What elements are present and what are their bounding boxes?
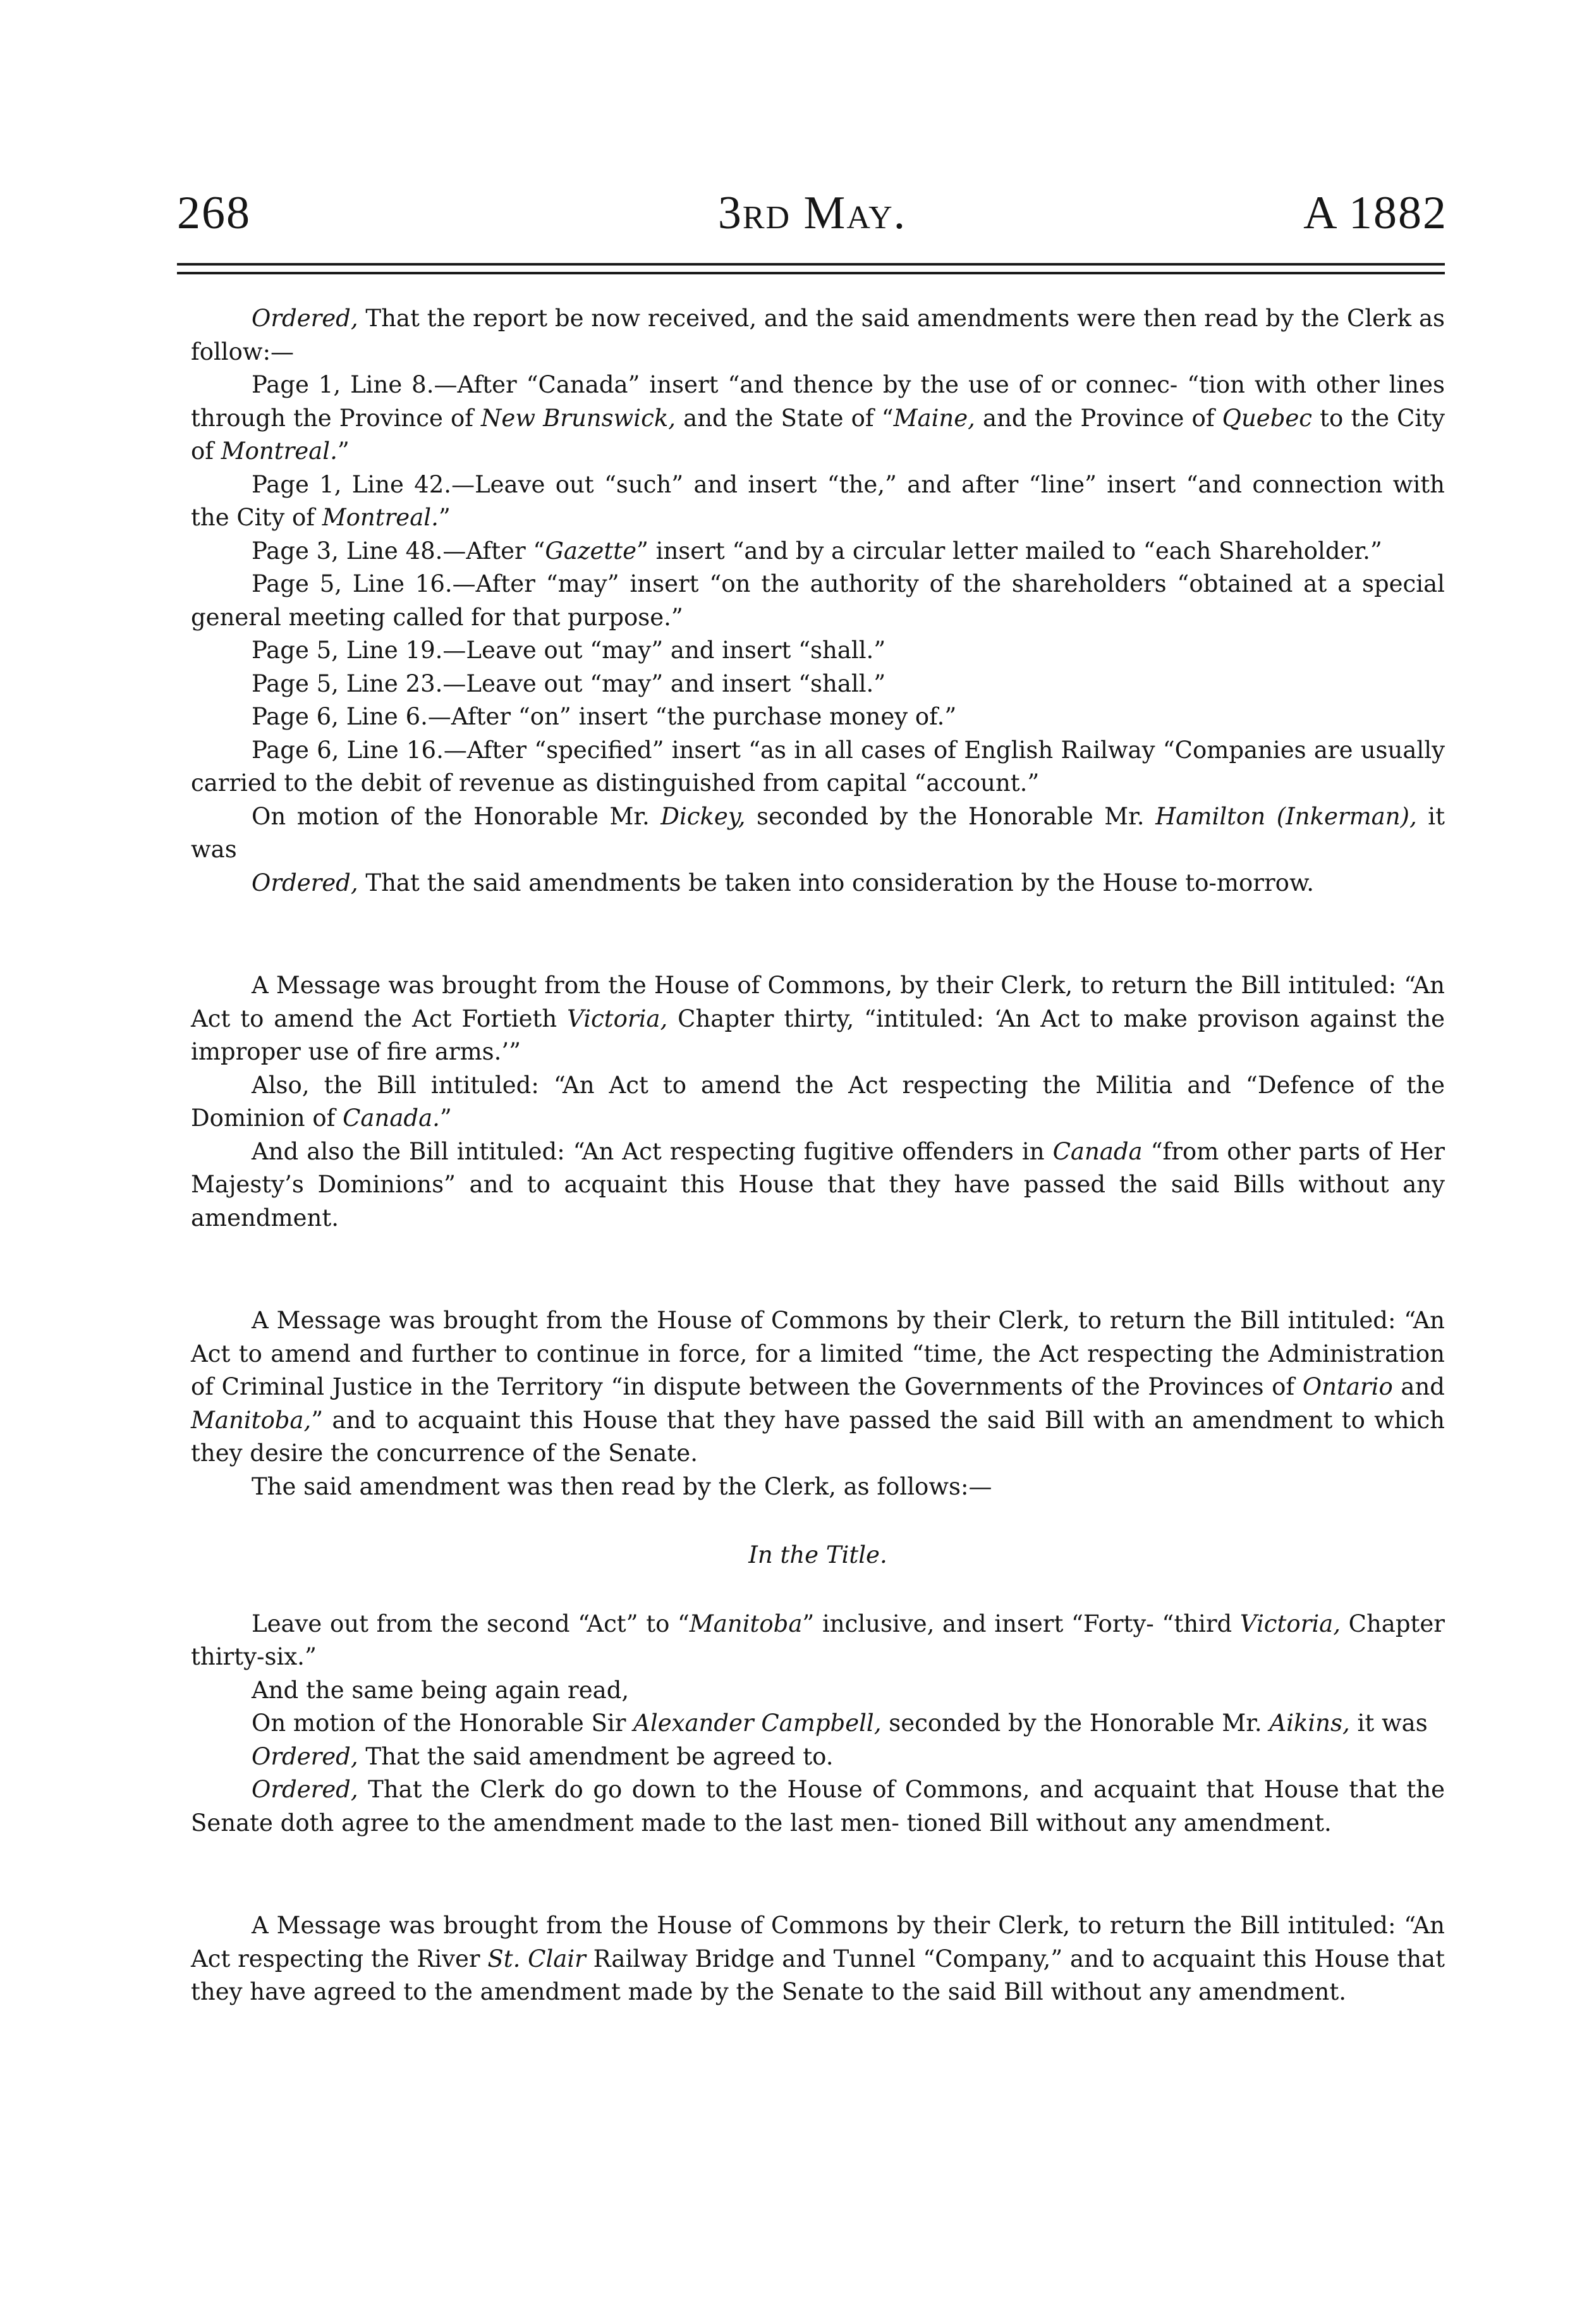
- message-fire-arms-bill: A Message was brought from the House of Commons, by their Clerk, to return the Bill intituled: “An Act to amend the Act Fortieth Victoria, Chapter thirty, “intituled: ‘An Act to make provison against the improper use of fire arms.’”: [191, 972, 1445, 1065]
- amendment-page3-line48: Page 3, Line 48.—After “Gazette” insert “and by a circular letter mailed to “each Shareholder.”: [252, 537, 1382, 565]
- header-rule-bottom: [177, 272, 1445, 274]
- journal-text: [191, 302, 1445, 2009]
- message-criminal-justice-bill: A Message was brought from the House of Commons by their Clerk, to return the Bill intituled: “An Act to amend and further to continue in force, for a limited “time, the Act respecting the Administration of Criminal Justice in the Territory “in dispute between the Governments of the Provinces of Ontario and Manitoba,” and to acquaint this House that they have passed the said Bill with an amendment to which they desire the concurrence of the Senate.: [191, 1307, 1445, 1467]
- amendment-page5-line19: Page 5, Line 19.—Leave out “may” and insert “shall.”: [252, 637, 886, 664]
- motion-campbell: On motion of the Honorable Sir Alexander Campbell, seconded by the Honorable Mr. Aikins, it was: [252, 1709, 1428, 1737]
- amendment-page5-line16: Page 5, Line 16.—After “may” insert “on the authority of the shareholders “obtained at a special general meeting called for that purpose.”: [191, 570, 1445, 631]
- section-gap: [191, 1235, 1445, 1304]
- ordered-agreed: Ordered, That the said amendment be agreed to.: [252, 1742, 834, 1770]
- section-gap: [191, 900, 1445, 969]
- title-amendment: Leave out from the second “Act” to “Manitoba” inclusive, and insert “Forty- “third Victoria, Chapter thirty-six.”: [191, 1610, 1445, 1670]
- section-gap: [191, 1840, 1445, 1909]
- section-gap: [191, 1572, 1445, 1608]
- page-number: 268: [177, 187, 251, 239]
- paragraph-report-received: Ordered, That the report be now received, and the said amendments were then read by the Clerk as follow:—: [191, 305, 1445, 365]
- amendment-page1-line42: Page 1, Line 42.—Leave out “such” and insert “the,” and after “line” insert “and connection with the City of Montreal.”: [191, 470, 1445, 531]
- message-st-clair-bill: A Message was brought from the House of Commons by their Clerk, to return the Bill intituled: “An Act respecting the River St. Clair Railway Bridge and Tunnel “Company,” and to acquaint this House that they have agreed to the amendment made by the Senate to the said Bill without any amendment.: [191, 1912, 1445, 2005]
- message-fugitive-offenders-bill: And also the Bill intituled: “An Act respecting fugitive offenders in Canada “from other parts of Her Majesty’s Dominions” and to acquaint this House that they have passed the said Bills without any amendment.: [191, 1137, 1445, 1232]
- section-gap: [191, 1503, 1445, 1539]
- page-date: 3rd May.: [717, 187, 907, 239]
- again-read: And the same being again read,: [252, 1676, 630, 1704]
- motion-dickey: On motion of the Honorable Mr. Dickey, seconded by the Honorable Mr. Hamilton (Inkerman), it was: [191, 802, 1445, 863]
- page-year: A 1882: [1303, 187, 1447, 239]
- amendment-page6-line16: Page 6, Line 16.—After “specified” insert “as in all cases of English Railway “Companies are usually carried to the debit of revenue as distinguished from capital “account.”: [191, 736, 1445, 797]
- message-militia-bill: Also, the Bill intituled: “An Act to amend the Act respecting the Militia and “Defence of the Dominion of Canada.”: [191, 1071, 1445, 1132]
- page-header: [177, 187, 1447, 259]
- ordered-clerk-acquaint: Ordered, That the Clerk do go down to the House of Commons, and acquaint that House that the Senate doth agree to the amendment made to the last men- tioned Bill without any amendment.: [191, 1776, 1445, 1837]
- ordered-consideration: Ordered, That the said amendments be taken into consideration by the House to-morrow.: [252, 869, 1314, 896]
- amendment-page5-line23: Page 5, Line 23.—Leave out “may” and insert “shall.”: [252, 670, 886, 697]
- amendment-page6-line6: Page 6, Line 6.—After “on” insert “the purchase money of.”: [252, 703, 957, 730]
- section-title: In the Title.: [748, 1541, 887, 1569]
- amendment-read: The said amendment was then read by the Clerk, as follows:—: [252, 1472, 992, 1500]
- amendment-page1-line8: Page 1, Line 8.—After “Canada” insert “and thence by the use of or connec- “tion with other lines through the Province of New Brunswick, and the State of “Maine, and the Province of Quebec to the City of Montreal.”: [191, 371, 1445, 465]
- header-rule-top: [177, 263, 1445, 266]
